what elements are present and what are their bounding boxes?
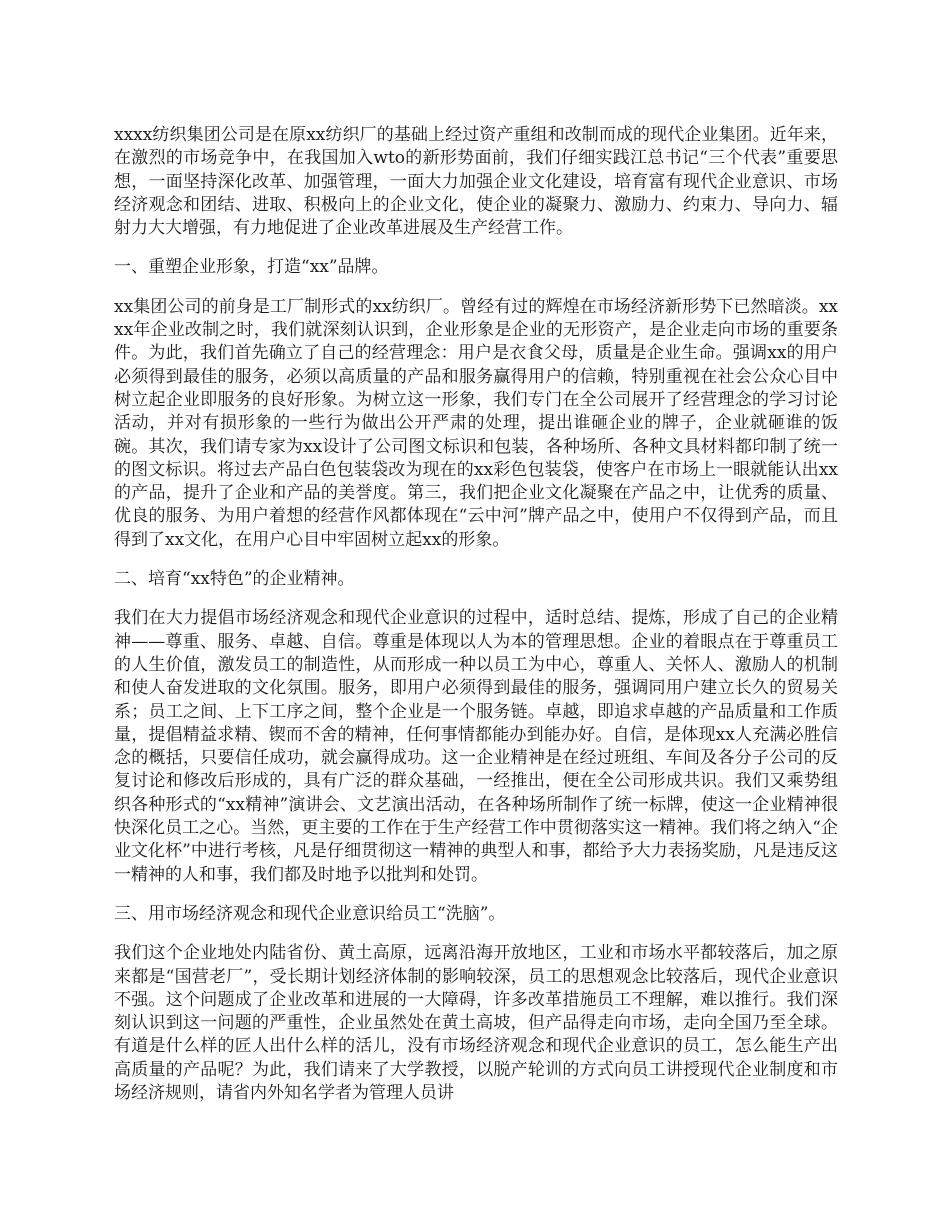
document-page (114, 124, 838, 1121)
section-heading-1: 一、重塑企业形象，打造“xx”品牌。 (114, 257, 389, 278)
section-heading-2: 二、培育“xx特色”的企业精神。 (114, 569, 355, 590)
section-1-paragraph: xx集团公司的前身是工厂制形式的xx纺织厂。曾经有过的辉煌在市场经济新形势下已然暗淡。xxxx年企业改制之时，我们就深刻认识到，企业形象是企业的无形资产，是企业走向市场的重要条件。为此，我们首先确立了自己的经营理念：用户是衣食父母，质量是企业生命。强调xx的用户必须得到最佳的服务，必须以高质量的产品和服务赢得用户的信赖，特别重视在社会公众心目中树立起企业即服务的良好形象。为树立这一形象，我们专门在全公司展开了经营理念的学习讨论活动，并对有损形象的一些行为做出公开严肃的处理，提出谁砸企业的牌子，企业就砸谁的饭碗。其次，我们请专家为xx设计了公司图文标识和包装，各种场所、各种文具材料都印制了统一的图文标识。将过去产品白色包装袋改为现在的xx彩色包装袋，使客户在市场上一眼就能认出xx的产品，提升了企业和产品的美誉度。第三，我们把企业文化凝聚在产品之中，让优秀的质量、优良的服务、为用户着想的经营作风都体现在“云中河”牌产品之中，使用户不仅得到产品，而且得到了xx文化，在用户心目中牢固树立起xx的形象。 (114, 296, 838, 550)
section-heading-3: 三、用市场经济观念和现代企业意识给员工“洗脑”。 (114, 903, 506, 924)
intro-paragraph: xxxx纺织集团公司是在原xx纺织厂的基础上经过资产重组和改制而成的现代企业集团。近年来，在激烈的市场竞争中，在我国加入wto的新形势面前，我们仔细实践江总书记“三个代表”重要思想，一面坚持深化改革、加强管理，一面大力加强企业文化建设，培育富有现代企业意识、市场经济观念和团结、进取、积极向上的企业文化，使企业的凝聚力、激励力、约束力、导向力、辐射力大大增强，有力地促进了企业改革进展及生产经营工作。 (114, 125, 838, 239)
section-3-paragraph: 我们这个企业地处内陆省份、黄土高原，远离沿海开放地区，工业和市场水平都较落后，加之原来都是“国营老厂”，受长期计划经济体制的影响较深，员工的思想观念比较落后，现代企业意识不强。这个问题成了企业改革和进展的一大障碍，许多改革措施员工不理解，难以推行。我们深刻认识到这一问题的严重性，企业虽然处在黄土高坡，但产品得走向市场，走向全国乃至全球。有道是什么样的匠人出什么样的活儿，没有市场经济观念和现代企业意识的员工，怎么能生产出高质量的产品呢？为此，我们请来了大学教授，以脱产轮训的方式向员工讲授现代企业制度和市场经济规则，请省内外知名学者为管理人员讲 (114, 943, 838, 1103)
section-2-paragraph: 我们在大力提倡市场经济观念和现代企业意识的过程中，适时总结、提炼，形成了自己的企业精神——尊重、服务、卓越、自信。尊重是体现以人为本的管理思想。企业的着眼点在于尊重员工的人生价值，激发员工的制造性，从而形成一种以员工为中心，尊重人、关怀人、激励人的机制和使人奋发进取的文化氛围。服务，即用户必须得到最佳的服务，强调同用户建立长久的贸易关系；员工之间、上下工序之间，整个企业是一个服务链。卓越，即追求卓越的产品质量和工作质量，提倡精益求精、锲而不舍的精神，任何事情都能办到能办好。自信，是体现xx人充满必胜信念的概括，只要信任成功，就会赢得成功。这一企业精神是在经过班组、车间及各分子公司的反复讨论和修改后形成的，具有广泛的群众基础，一经推出，便在全公司形成共识。我们又乘势组织各种形式的“xx精神”演讲会、文艺演出活动，在各种场所制作了统一标牌，使这一企业精神很快深化员工之心。当然，更主要的工作在于生产经营工作中贯彻落实这一精神。我们将之纳入“企业文化杯”中进行考核，凡是仔细贯彻这一精神的典型人和事，都给予大力表扬奖励，凡是违反这一精神的人和事，我们都及时地予以批判和处罚。 (114, 608, 838, 885)
